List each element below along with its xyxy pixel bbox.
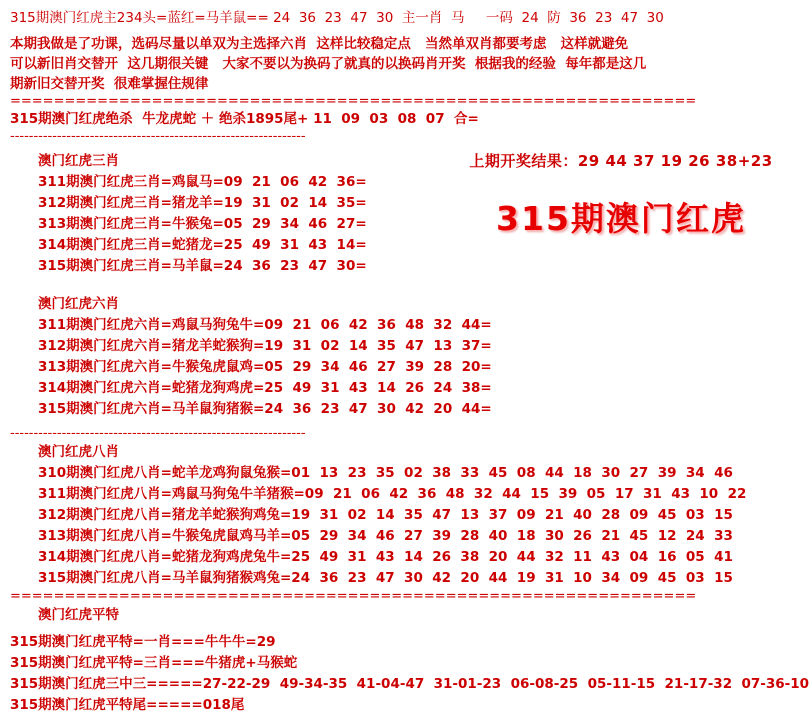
- row-six-xiao-315: 315期澳门红虎六肖=马羊鼠狗猪猴=24 36 23 47 30 42 20 44=: [38, 401, 492, 417]
- row-three-xiao-315: 315期澳门红虎三肖=马羊鼠=24 36 23 47 30=: [38, 258, 367, 274]
- row-six-xiao-311: 311期澳门红虎六肖=鸡鼠马狗兔牛=09 21 06 42 36 48 32 44=: [38, 317, 492, 333]
- row-eight-xiao-310: 310期澳门红虎八肖=蛇羊龙鸡狗鼠兔猴=01 13 23 35 02 38 33 45 08 44 18 30 27 39 34 46: [38, 465, 733, 481]
- row-eight-xiao-313: 313期澳门红虎八肖=牛猴兔虎鼠鸡马羊=05 29 34 46 27 39 28 40 18 30 26 21 45 12 24 33: [38, 528, 733, 544]
- section-title-three-xiao: 澳门红虎三肖: [38, 153, 119, 169]
- row-ping-te-wei: 315期澳门红虎平特尾=====018尾: [10, 697, 245, 713]
- intro-line-2: 可以新旧肖交替开 这几期很关键 大家不要以为换码了就真的以换码肖开奖 根据我的经验 每年都是这几: [10, 56, 647, 72]
- section-title-six-xiao: 澳门红虎六肖: [38, 296, 119, 312]
- divider-2: ---------------------------------------------------------------: [10, 129, 306, 144]
- row-three-xiao-311: 311期澳门红虎三肖=鸡鼠马=09 21 06 42 36=: [38, 174, 367, 190]
- row-six-xiao-313: 313期澳门红虎六肖=牛猴兔虎鼠鸡=05 29 34 46 27 39 28 20=: [38, 359, 492, 375]
- previous-result-value: 29 44 37 19 26 38+23: [577, 152, 773, 170]
- kill-line: 315期澳门红虎绝杀 牛龙虎蛇 ＋ 绝杀1895尾+ 11 09 03 08 07 合=: [10, 111, 479, 127]
- row-eight-xiao-314: 314期澳门红虎八肖=蛇猪龙狗鸡虎兔牛=25 49 31 43 14 26 38 20 44 32 11 43 04 16 05 41: [38, 549, 733, 565]
- row-ping-te-one: 315期澳门红虎平特=一肖===牛牛牛=29: [10, 634, 276, 650]
- previous-result-label: 上期开奖结果：: [469, 152, 578, 170]
- row-eight-xiao-315: 315期澳门红虎八肖=马羊鼠狗猪猴鸡兔=24 36 23 47 30 42 20 44 19 31 10 34 09 45 03 15: [38, 570, 733, 586]
- banner-title: 315期澳门红虎: [496, 199, 746, 238]
- section-title-ping-te: 澳门红虎平特: [38, 607, 119, 623]
- section-title-eight-xiao: 澳门红虎八肖: [38, 444, 119, 460]
- divider-3: ---------------------------------------------------------------: [10, 426, 306, 441]
- intro-line-1: 本期我做是了功课，选码尽量以单双为主选择六肖 这样比较稳定点 当然单双肖都要考虑 这样就避免: [10, 36, 629, 52]
- row-six-xiao-312: 312期澳门红虎六肖=猪龙羊蛇猴狗=19 31 02 14 35 47 13 37=: [38, 338, 492, 354]
- divider-4: ===============================================================: [10, 589, 697, 604]
- header-line: 315期澳门红虎主234头=蓝红=马羊鼠== 24 36 23 47 30 主一肖 马 一码 24 防 36 23 47 30: [10, 10, 664, 26]
- spacer: [10, 277, 802, 293]
- row-six-xiao-314: 314期澳门红虎六肖=蛇猪龙狗鸡虎=25 49 31 43 14 26 24 38=: [38, 380, 492, 396]
- row-eight-xiao-311: 311期澳门红虎八肖=鸡鼠马狗兔牛羊猪猴=09 21 06 42 36 48 32 44 15 39 05 17 31 43 10 22: [38, 486, 747, 502]
- divider-1: ===============================================================: [10, 94, 697, 109]
- intro-line-3: 期新旧交替开奖 很难掌握住规律: [10, 76, 209, 92]
- row-three-xiao-313: 313期澳门红虎三肖=牛猴兔=05 29 34 46 27=: [38, 216, 367, 232]
- row-eight-xiao-312: 312期澳门红虎八肖=猪龙羊蛇猴狗鸡兔=19 31 02 14 35 47 13 37 09 21 40 28 09 45 03 15: [38, 507, 733, 523]
- row-three-xiao-312: 312期澳门红虎三肖=猪龙羊=19 31 02 14 35=: [38, 195, 367, 211]
- row-three-zhong-three: 315期澳门红虎三中三=====27-22-29 49-34-35 41-04-47 31-01-23 06-08-25 05-11-15 21-17-32 07-36-10: [10, 676, 810, 692]
- row-three-xiao-314: 314期澳门红虎三肖=蛇猪龙=25 49 31 43 14=: [38, 237, 367, 253]
- row-ping-te-three: 315期澳门红虎平特=三肖===牛猪虎+马猴蛇: [10, 655, 298, 671]
